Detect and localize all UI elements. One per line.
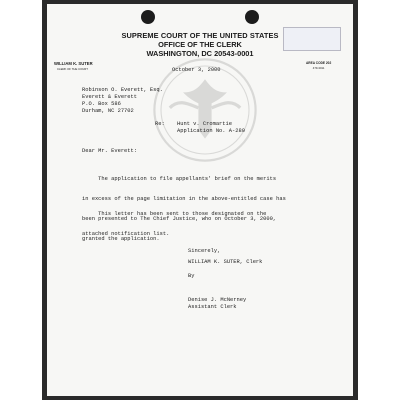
paragraph-line: in excess of the page limitation in the above-entitled case has bbox=[82, 195, 286, 202]
closing-by: By bbox=[188, 273, 195, 279]
clerk-name: WILLIAM K. SUTER bbox=[54, 61, 93, 66]
salutation: Dear Mr. Everett: bbox=[82, 148, 137, 154]
re-case-name: Hunt v. Cromartie bbox=[177, 121, 232, 127]
paragraph-line: been presented to The Chief Justice, who on October 3, 2000, bbox=[82, 215, 277, 222]
re-label: Re: bbox=[155, 121, 165, 127]
recipient-firm: Everett & Everett bbox=[82, 94, 137, 100]
letter-date: October 3, 2000 bbox=[172, 67, 221, 73]
signer-name: Denise J. McNerney bbox=[188, 297, 247, 303]
letterhead-office: OFFICE OF THE CLERK bbox=[158, 40, 242, 49]
re-application-number: Application No. A-280 bbox=[177, 128, 245, 134]
paragraph-line: This letter has been sent to those designated on the bbox=[82, 211, 267, 218]
recipient-city: Durham, NC 27702 bbox=[82, 108, 134, 114]
letterhead-right-block bbox=[306, 61, 331, 70]
punch-hole-right bbox=[245, 10, 259, 24]
paragraph-line: The application to file appellants' brief on the merits bbox=[82, 176, 277, 183]
paragraph-line: attached notification list. bbox=[82, 230, 170, 237]
area-code: AREA CODE 202 bbox=[306, 61, 332, 65]
recipient-box: P.O. Box 586 bbox=[82, 101, 121, 107]
punch-hole-left bbox=[141, 10, 155, 24]
letterhead-court-name: SUPREME COURT OF THE UNITED STATES bbox=[121, 31, 279, 40]
signer-title: Assistant Clerk bbox=[188, 304, 237, 310]
clerk-title: CLERK OF THE COURT bbox=[57, 67, 88, 71]
body-paragraph-2 bbox=[82, 198, 266, 244]
letterhead-address: WASHINGTON, DC 20543-0001 bbox=[146, 49, 254, 58]
phone-number: 479-3011 bbox=[312, 66, 325, 70]
letterhead-left-block bbox=[54, 61, 93, 71]
closing-clerk: WILLIAM K. SUTER, Clerk bbox=[188, 259, 263, 265]
recipient-name: Robinson O. Everett, Esq. bbox=[82, 87, 163, 93]
closing-sincerely: Sincerely, bbox=[188, 248, 221, 254]
paragraph-line: granted the application. bbox=[82, 235, 160, 242]
